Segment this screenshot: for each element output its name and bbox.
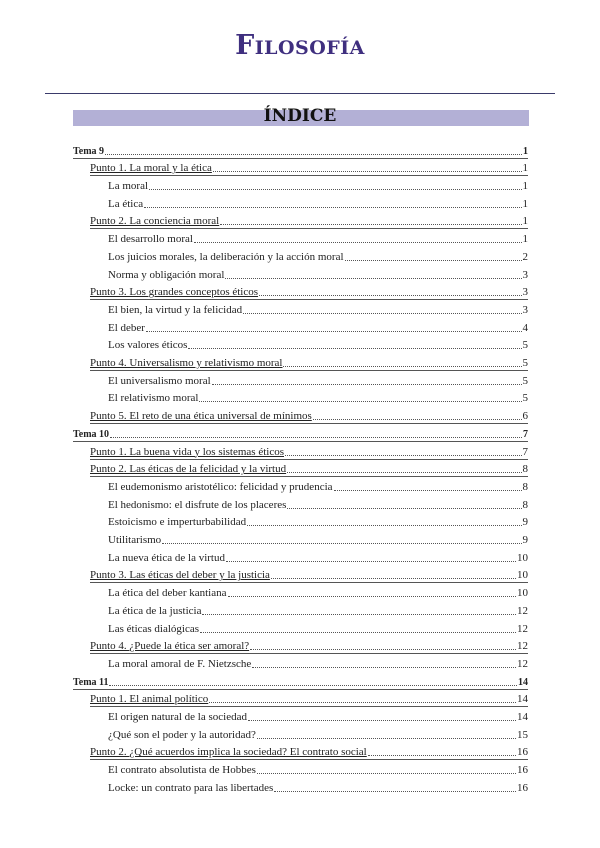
toc-dot-leader (334, 490, 522, 491)
toc-entry-label: Punto 1. El animal político (90, 693, 209, 706)
toc-entry-label: El deber (108, 321, 145, 334)
toc-dot-leader (345, 260, 522, 261)
toc-dot-leader (247, 525, 521, 526)
toc-entry-label: Las éticas dialógicas (108, 622, 200, 635)
toc-entry-page: 1 (522, 215, 528, 228)
toc-section-entry[interactable] (90, 352, 528, 371)
toc-entry-page: 1 (522, 197, 528, 210)
toc-entry-label: La ética (108, 197, 144, 210)
toc-subsection-entry[interactable] (108, 476, 528, 494)
toc-subsection-entry[interactable] (108, 724, 528, 742)
toc-dot-leader (368, 755, 516, 756)
toc-entry-page: 3 (522, 303, 528, 316)
toc-section-entry[interactable] (90, 565, 528, 584)
toc-subsection-entry[interactable] (108, 299, 528, 317)
toc-subsection-entry[interactable] (108, 175, 528, 193)
toc-entry-label: Norma y obligación moral (108, 268, 225, 281)
toc-subsection-entry[interactable] (108, 706, 528, 724)
document-title: Filosofía (235, 30, 365, 61)
toc-entry-page: 5 (522, 339, 528, 352)
toc-entry-label: El universalismo moral (108, 374, 211, 387)
toc-subsection-entry[interactable] (108, 618, 528, 636)
toc-dot-leader (257, 773, 516, 774)
toc-dot-leader (162, 543, 521, 544)
toc-entry-page: 8 (522, 498, 528, 511)
toc-dot-leader (144, 207, 521, 208)
toc-entry-label: Punto 4. ¿Puede la ética ser amoral? (90, 640, 250, 653)
toc-subsection-entry[interactable] (108, 583, 528, 601)
toc-entry-page: 16 (517, 764, 528, 777)
toc-dot-leader (271, 578, 516, 579)
toc-dot-leader (220, 224, 521, 225)
toc-entry-label: Punto 3. Los grandes conceptos éticos (90, 286, 259, 299)
toc-section-entry[interactable] (90, 158, 528, 177)
toc-entry-label: Tema 10 (73, 428, 110, 440)
toc-entry-page: 16 (517, 746, 528, 759)
toc-entry-label: Tema 11 (73, 676, 109, 688)
toc-dot-leader (283, 366, 521, 367)
toc-dot-leader (313, 419, 522, 420)
toc-section-entry[interactable] (90, 441, 528, 460)
toc-entry-page: 3 (522, 286, 528, 299)
toc-entry-page: 5 (522, 374, 528, 387)
toc-entry-label: Tema 9 (73, 145, 105, 157)
toc-entry-page: 12 (517, 657, 528, 670)
toc-entry-page: 10 (517, 551, 528, 564)
toc-entry-label: Punto 2. Las éticas de la felicidad y la virtud (90, 463, 287, 476)
toc-entry-page: 9 (522, 534, 528, 547)
toc-dot-leader (110, 437, 522, 438)
toc-entry-page: 14 (518, 676, 528, 688)
toc-entry-page: 7 (522, 445, 528, 458)
toc-entry-page: 1 (523, 145, 528, 157)
toc-subsection-entry[interactable] (108, 317, 528, 335)
toc-chapter-entry[interactable] (73, 423, 528, 442)
toc-subsection-entry[interactable] (108, 370, 528, 388)
toc-entry-page: 5 (522, 357, 528, 370)
toc-dot-leader (212, 384, 522, 385)
toc-entry-label: Punto 1. La buena vida y los sistemas éticos (90, 445, 284, 458)
toc-subsection-entry[interactable] (108, 760, 528, 778)
toc-dot-leader (248, 720, 516, 721)
toc-entry-label: El relativismo moral (108, 392, 199, 405)
toc-subsection-entry[interactable] (108, 529, 528, 547)
toc-entry-page: 1 (522, 180, 528, 193)
toc-entry-label: Punto 1. La moral y la ética (90, 162, 212, 175)
toc-dot-leader (225, 278, 521, 279)
toc-entry-label: Los valores éticos (108, 339, 188, 352)
toc-entry-label: La nueva ética de la virtud (108, 551, 225, 564)
toc-entry-label: El origen natural de la sociedad (108, 711, 247, 724)
toc-dot-leader (287, 472, 521, 473)
toc-subsection-entry[interactable] (108, 246, 528, 264)
toc-entry-page: 1 (522, 162, 528, 175)
toc-subsection-entry[interactable] (108, 494, 528, 512)
toc-entry-label: Punto 2. La conciencia moral (90, 215, 220, 228)
toc-dot-leader (252, 667, 516, 668)
toc-entry-label: La moral (108, 180, 149, 193)
toc-section-entry[interactable] (90, 742, 528, 761)
toc-section-entry[interactable] (90, 211, 528, 230)
toc-entry-page: 10 (517, 569, 528, 582)
toc-entry-page: 14 (517, 711, 528, 724)
toc-entry-page: 5 (522, 392, 528, 405)
toc-entry-label: Utilitarismo (108, 534, 162, 547)
toc-entry-label: El hedonismo: el disfrute de los placeres (108, 498, 287, 511)
toc-subsection-entry[interactable] (108, 600, 528, 618)
toc-section-entry[interactable] (90, 636, 528, 655)
toc-entry-page: 2 (522, 250, 528, 263)
toc-dot-leader (105, 154, 522, 155)
toc-entry-label: Punto 5. El reto de una ética universal de mínimos (90, 410, 312, 423)
toc-dot-leader (209, 702, 516, 703)
toc-entry-label: Punto 2. ¿Qué acuerdos implica la sociedad? El contrato social (90, 746, 367, 759)
toc-dot-leader (213, 171, 522, 172)
toc-dot-leader (259, 295, 521, 296)
toc-subsection-entry[interactable] (108, 264, 528, 282)
toc-subsection-entry[interactable] (108, 777, 528, 795)
toc-entry-label: Punto 4. Universalismo y relativismo moral (90, 357, 283, 370)
toc-dot-leader (243, 313, 521, 314)
toc-dot-leader (146, 331, 522, 332)
toc-entry-label: Estoicismo e imperturbabilidad (108, 516, 247, 529)
toc-dot-leader (194, 242, 522, 243)
toc-dot-leader (199, 401, 521, 402)
toc-section-entry[interactable] (90, 406, 528, 425)
toc-dot-leader (149, 189, 521, 190)
toc-dot-leader (274, 791, 516, 792)
toc-subsection-entry[interactable] (108, 512, 528, 530)
toc-entry-label: Locke: un contrato para las libertades (108, 781, 274, 794)
toc-entry-page: 12 (517, 604, 528, 617)
toc-entry-label: La ética de la justicia (108, 604, 202, 617)
toc-dot-leader (285, 455, 522, 456)
toc-subsection-entry[interactable] (108, 229, 528, 247)
toc-entry-page: 10 (517, 587, 528, 600)
toc-entry-page: 4 (522, 321, 528, 334)
header-divider (45, 93, 555, 94)
toc-entry-label: ¿Qué son el poder y la autoridad? (108, 728, 256, 741)
toc-subsection-entry[interactable] (108, 653, 528, 671)
toc-entry-page: 1 (522, 233, 528, 246)
toc-entry-label: Los juicios morales, la deliberación y la acción moral (108, 250, 344, 263)
toc-section-entry[interactable] (90, 459, 528, 478)
toc-section-entry[interactable] (90, 282, 528, 301)
toc-entry-page: 3 (522, 268, 528, 281)
toc-dot-leader (202, 614, 516, 615)
toc-entry-label: La ética del deber kantiana (108, 587, 227, 600)
toc-entry-label: El contrato absolutista de Hobbes (108, 764, 256, 777)
toc-entry-page: 12 (517, 640, 528, 653)
toc-entry-page: 12 (517, 622, 528, 635)
toc-entry-page: 15 (517, 728, 528, 741)
toc-dot-leader (287, 508, 521, 509)
toc-entry-label: El desarrollo moral (108, 233, 193, 246)
toc-subsection-entry[interactable] (108, 388, 528, 406)
toc-entry-page: 16 (517, 781, 528, 794)
toc-entry-page: 6 (522, 410, 528, 423)
toc-subsection-entry[interactable] (108, 335, 528, 353)
toc-entry-page: 7 (523, 428, 528, 440)
toc-entry-label: Punto 3. Las éticas del deber y la justicia (90, 569, 270, 582)
toc-dot-leader (250, 649, 516, 650)
toc-dot-leader (228, 596, 517, 597)
toc-subsection-entry[interactable] (108, 193, 528, 211)
toc-entry-page: 8 (522, 480, 528, 493)
toc-dot-leader (109, 685, 517, 686)
toc-dot-leader (188, 348, 521, 349)
toc-chapter-entry[interactable] (73, 140, 528, 159)
toc-subsection-entry[interactable] (108, 547, 528, 565)
toc-entry-label: El bien, la virtud y la felicidad (108, 303, 243, 316)
index-title: ÍNDICE (263, 106, 337, 126)
toc-chapter-entry[interactable] (73, 671, 528, 690)
toc-dot-leader (226, 561, 516, 562)
toc-section-entry[interactable] (90, 689, 528, 708)
toc-dot-leader (200, 632, 516, 633)
toc-dot-leader (257, 738, 516, 739)
toc-entry-label: El eudemonismo aristotélico: felicidad y prudencia (108, 480, 333, 493)
toc-entry-page: 14 (517, 693, 528, 706)
toc-entry-page: 9 (522, 516, 528, 529)
toc-entry-label: La moral amoral de F. Nietzsche (108, 657, 252, 670)
toc-entry-page: 8 (522, 463, 528, 476)
